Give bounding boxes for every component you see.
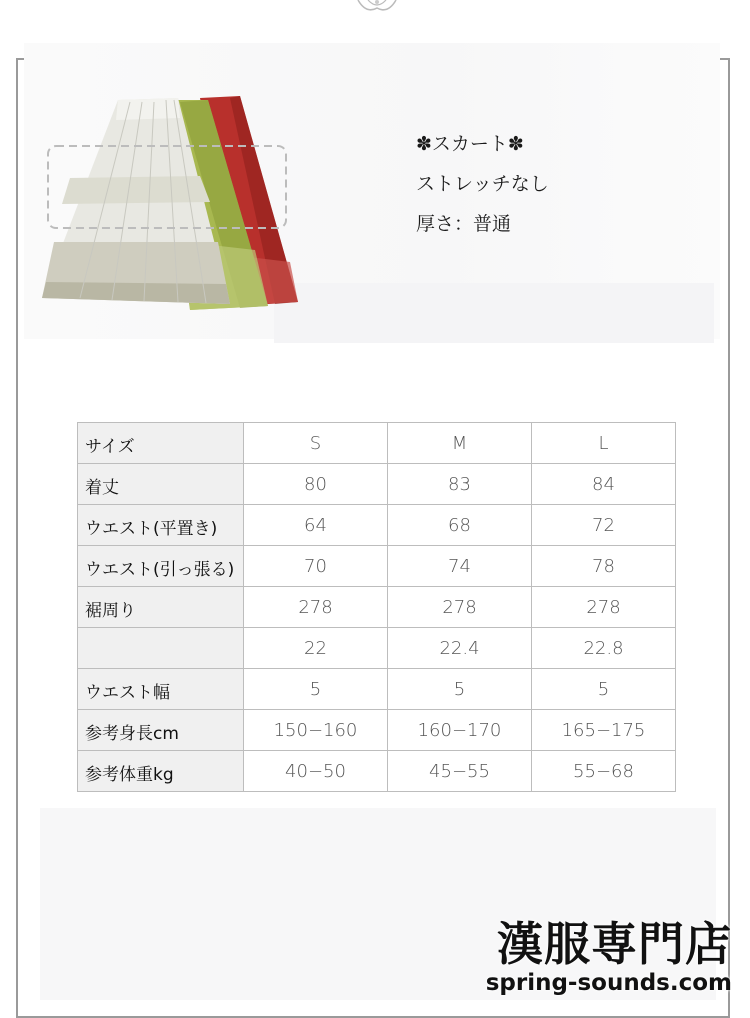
table-row — [78, 751, 676, 792]
table-row — [78, 587, 676, 628]
cell: 84 — [532, 464, 676, 505]
size-label: サイズ — [78, 423, 244, 464]
table-row — [78, 505, 676, 546]
cell: 74 — [388, 546, 532, 587]
brand-url: spring-sounds.com — [485, 970, 732, 996]
cell: 45−55 — [388, 751, 532, 792]
table-row — [78, 464, 676, 505]
cell: 165−175 — [532, 710, 676, 751]
brand-watermark — [486, 918, 732, 996]
cell: 5 — [388, 669, 532, 710]
cell: 5 — [244, 669, 388, 710]
cell: 150−160 — [244, 710, 388, 751]
row-label: 裾周り — [78, 587, 244, 628]
cell: 22.8 — [532, 628, 676, 669]
row-label: ウエスト(引っ張る) — [78, 546, 244, 587]
table-row — [78, 710, 676, 751]
size-l: L — [532, 423, 676, 464]
row-label — [78, 628, 244, 669]
row-label: ウエスト(平置き) — [78, 505, 244, 546]
cell: 278 — [244, 587, 388, 628]
row-label: 参考身長cm — [78, 710, 244, 751]
thickness-info: 厚さ：普通 — [416, 213, 512, 235]
cell: 64 — [244, 505, 388, 546]
product-title: ✽スカート✽ — [416, 133, 524, 155]
size-m: M — [388, 423, 532, 464]
size-table — [77, 422, 676, 792]
row-label: 着丈 — [78, 464, 244, 505]
cell: 80 — [244, 464, 388, 505]
cell: 83 — [388, 464, 532, 505]
cell: 22 — [244, 628, 388, 669]
table-row — [78, 628, 676, 669]
skirt-product-image — [40, 92, 330, 314]
top-ornament-icon — [356, 0, 398, 14]
row-label: 参考体重kg — [78, 751, 244, 792]
table-header-row — [78, 423, 676, 464]
cell: 72 — [532, 505, 676, 546]
cell: 278 — [388, 587, 532, 628]
table-row — [78, 669, 676, 710]
size-s: S — [244, 423, 388, 464]
cell: 22.4 — [388, 628, 532, 669]
table-row — [78, 546, 676, 587]
brand-name: 漢服専門店 — [497, 917, 732, 971]
cell: 78 — [532, 546, 676, 587]
cell: 68 — [388, 505, 532, 546]
cell: 160−170 — [388, 710, 532, 751]
cell: 70 — [244, 546, 388, 587]
stretch-info: ストレッチなし — [416, 173, 549, 195]
cell: 55−68 — [532, 751, 676, 792]
row-label: ウエスト幅 — [78, 669, 244, 710]
cell: 40−50 — [244, 751, 388, 792]
product-info — [416, 124, 549, 244]
cell: 278 — [532, 587, 676, 628]
cell: 5 — [532, 669, 676, 710]
